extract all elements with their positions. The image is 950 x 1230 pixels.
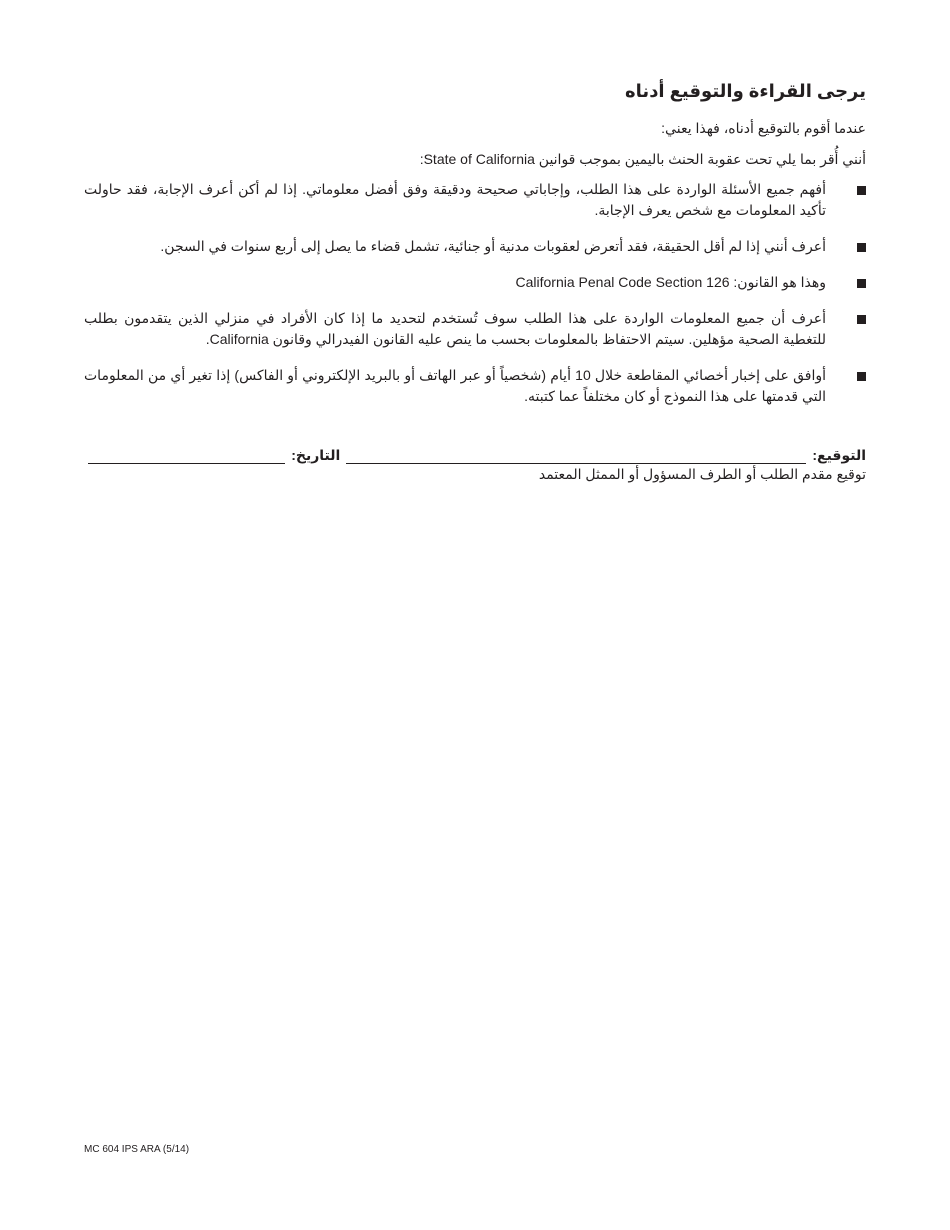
list-item-text: وهذا هو القانون: California Penal Code Section 126 [515, 274, 826, 290]
list-item [84, 272, 866, 293]
declaration-list [84, 179, 866, 407]
bullet-square-icon [826, 308, 866, 350]
bullet-square-icon [826, 236, 866, 257]
signature-caption: توقيع مقدم الطلب أو الطرف المسؤول أو الممثل المعتمد [538, 466, 866, 482]
declaration-section [84, 78, 866, 422]
list-item [84, 179, 866, 221]
bullet-square-icon [826, 179, 866, 221]
form-code-footer: MC 604 IPS ARA (5/14) [84, 1144, 190, 1155]
bullet-square-icon [826, 365, 866, 407]
list-item-text: أوافق على إخبار أخصائي المقاطعة خلال 10 أيام (شخصياً أو عبر الهاتف أو بالبريد الإلكتروني أو الفاكس) إذا تغير أي من المعلومات التي قدمتها على هذا النموذج أو كان مختلفاً عما كتبته. [84, 367, 826, 404]
list-item [84, 365, 866, 407]
affirmation-text: أنني أُقر بما يلي تحت عقوبة الحنث باليمين بموجب قوانين State of California: [419, 151, 866, 167]
list-item [84, 308, 866, 350]
intro-text: عندما أقوم بالتوقيع أدناه، فهذا يعني: [661, 120, 866, 136]
list-item-text: أفهم جميع الأسئلة الواردة على هذا الطلب، وإجاباتي صحيحة ودقيقة وفق أفضل معلوماتي. إذا لم أكن أعرف الإجابة، فقد حاولت تأكيد المعلومات مع شخص يعرف الإجابة. [84, 181, 826, 218]
signature-field[interactable] [346, 449, 806, 464]
bullet-square-icon [826, 272, 866, 293]
date-label: التاريخ: [291, 447, 341, 463]
page-title: يرجى القراءة والتوقيع أدناه [625, 81, 866, 101]
list-item [84, 236, 866, 257]
date-field[interactable] [88, 449, 285, 464]
list-item-text: أعرف أنني إذا لم أقل الحقيقة، فقد أتعرض لعقوبات مدنية أو جنائية، تشمل قضاء ما يصل إلى أربع سنوات في السجن. [160, 238, 826, 254]
signature-row [88, 444, 866, 464]
list-item-text: أعرف أن جميع المعلومات الواردة على هذا الطلب سوف تُستخدم لتحديد ما إذا كان الأفراد في منزلي الذين يتقدمون بطلب للتغطية الصحية مؤهلين. سيتم الاحتفاظ بالمعلومات بحسب ما ينص عليه القانون الفيدرالي وقانون California. [84, 310, 826, 347]
signature-label: التوقيع: [812, 447, 866, 463]
